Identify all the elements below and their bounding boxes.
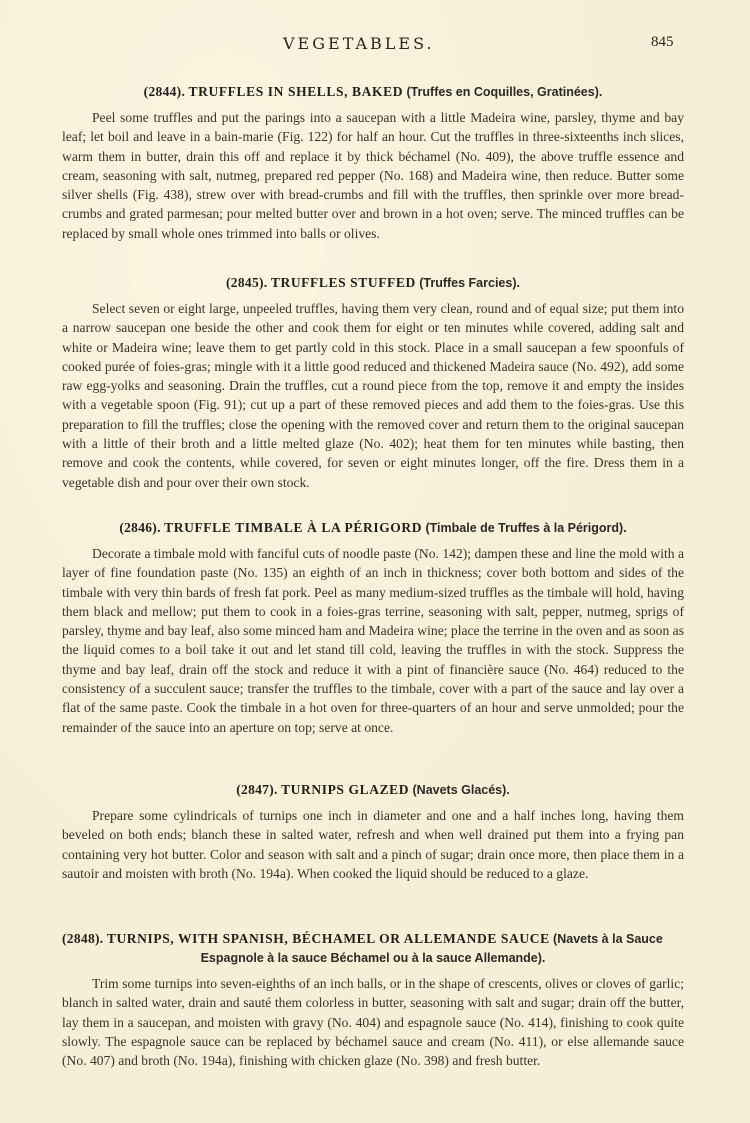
recipe-2844 [62, 82, 684, 243]
recipe-french-name: (Timbale de Truffes à la Périgord). [425, 521, 627, 535]
recipe-french-name: (Navets à la Sauce [553, 932, 663, 946]
recipe-heading [62, 273, 684, 293]
recipe-2847 [62, 780, 684, 883]
recipe-number: (2845). [226, 275, 268, 290]
running-head [0, 34, 750, 58]
recipe-french-name: (Truffes en Coquilles, Gratinées). [406, 85, 603, 99]
recipe-name: TRUFFLES STUFFED [270, 275, 416, 290]
recipe-name: TRUFFLE TIMBALE À LA PÉRIGORD [164, 520, 423, 535]
recipe-2848 [62, 929, 684, 1070]
recipe-number: (2847). [236, 782, 278, 797]
recipe-body: Trim some turnips into seven-eighths of an inch balls, or in the shape of crescents, olives or cloves of garlic; blanch in salted water, drain and sauté them colorless in butter, seasoning with salt and sugar; drain off the butter, lay them in a saucepan, and moisten with gravy (No. 404) and espagnole sauce (No. 414), finishing to cook quite slowly. The espagnole sauce can be replaced by béchamel sauce and cream (No. 411), or else allemande sauce (No. 407) and broth (No. 194a), finishing with chicken glaze (No. 398) and fresh butter. [62, 976, 684, 1069]
recipe-2846 [62, 518, 684, 737]
recipe-french-name: (Navets Glacés). [412, 783, 510, 797]
recipe-body: Decorate a timbale mold with fanciful cuts of noodle paste (No. 142); dampen these and line the mold with a layer of fine foundation paste (No. 135) an eighth of an inch in thickness; cover both bottom and sides of the timbale with very thin bards of fresh fat pork. Peel as many medium-sized truffles as the timbale will hold, having them black and mellow; put them to cook in a foies-gras terrine, seasoning with salt, pepper, nutmeg, sprigs of parsley, thyme and bay leaf, also some minced ham and Madeira wine; place the terrine in the oven and as soon as the liquid comes to a boil take it out and let stand till cold, leaving the truffles in with the stock. Suppress the thyme and bay leaf, drain off the stock and reduce it with a pint of financière sauce (No. 464) reduced to the consistency of a succulent sauce; transfer the truffles to the timbale, cover with a part of the sauce and lay over a flat of the same paste. Cook the timbale in a hot oven for three-quarters of an hour and serve unmolded; pour the remainder of the sauce into an aperture on top; serve at once. [62, 546, 684, 735]
recipe-number: (2844). [143, 84, 186, 99]
recipe-number: (2848). [62, 931, 104, 946]
recipe-number: (2846). [119, 520, 161, 535]
recipe-name: TURNIPS, WITH SPANISH, BÉCHAMEL OR ALLEMANDE SAUCE [106, 931, 550, 946]
recipe-heading [62, 82, 684, 102]
recipe-name: TRUFFLES IN SHELLS, BAKED [188, 84, 404, 99]
page-number: 845 [651, 34, 674, 50]
recipe-heading [62, 929, 684, 968]
recipe-body: Prepare some cylindricals of turnips one inch in diameter and one and a half inches long, having them beveled on both ends; blanch these in salted water, refresh and when well drained put them into a frying pan containing very hot butter. Color and season with salt and a pinch of sugar; drain once more, then place them in a sautoir and moisten with broth (No. 194a). When cooked the liquid should be reduced to a glaze. [62, 808, 684, 881]
recipe-french-name-line2: Espagnole à la sauce Béchamel ou à la sauce Allemande). [200, 951, 546, 965]
recipe-2845 [62, 273, 684, 492]
recipe-body: Peel some truffles and put the parings into a saucepan with a little Madeira wine, parsley, thyme and bay leaf; let boil and leave in a bain-marie (Fig. 122) for half an hour. Cut the truffles in three-sixteenths inch slices, warm them in butter, drain this off and replace it by thick béchamel (No. 409), the above truffle essence and cream, seasoning with salt, nutmeg, prepared red pepper (No. 168) and Madeira wine, then reduce. Butter some silver shells (Fig. 438), strew over with bread-crumbs and fill with the truffles, then sprinkle over more bread-crumbs and grated parmesan; pour melted butter over and brown in a hot oven; serve. The minced truffles can be replaced by small whole ones trimmed into balls or olives. [62, 110, 684, 241]
recipe-name: TURNIPS GLAZED [281, 782, 410, 797]
recipe-heading [62, 780, 684, 800]
recipe-heading [62, 518, 684, 538]
recipe-body: Select seven or eight large, unpeeled truffles, having them very clean, round and of equal size; put them into a narrow saucepan one beside the other and cook them for eight or ten minutes while covered, adding salt and white or Madeira wine; leave them to get partly cold in this stock. Place in a small saucepan a few spoonfuls of cooked purée of foies-gras; mingle with it a little good reduced and thickened Madeira sauce (No. 492), add some raw egg-yolks and seasoning. Drain the truffles, cut a round piece from the top, remove it and empty the insides with a vegetable spoon (Fig. 91); cut up a part of these removed pieces and add them to the foies-gras. Use this preparation to fill the truffles; close the opening with the removed cover and return them to the original saucepan with a little of their broth and a little melted glaze (No. 402); heat them for ten minutes while basting, then remove and cook the contents, while covered, for seven or eight minutes longer, off the fire. Dress them in a vegetable dish and pour over their own stock. [62, 301, 684, 490]
recipe-french-name: (Truffes Farcies). [419, 276, 520, 290]
running-title: VEGETABLES. [283, 34, 435, 53]
